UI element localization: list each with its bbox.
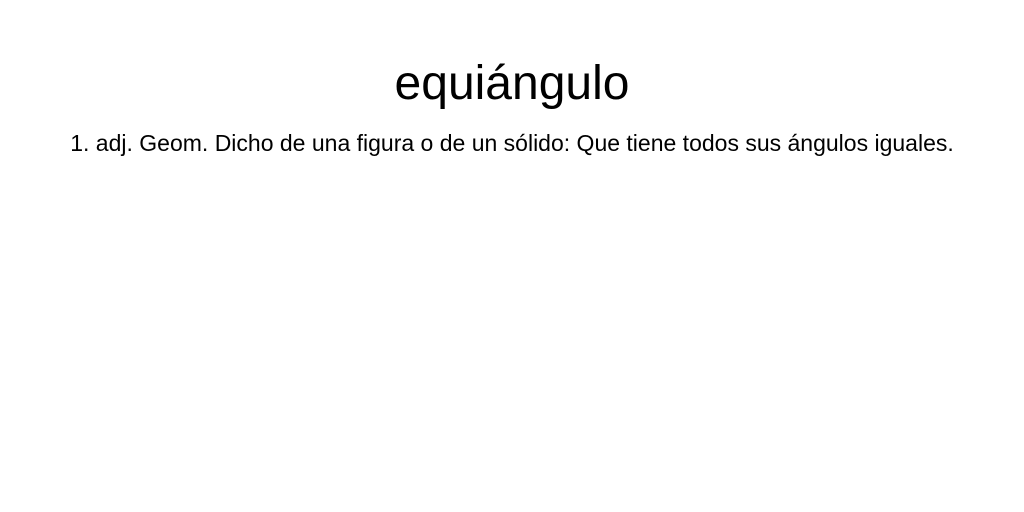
headword: equiángulo	[394, 57, 630, 110]
definition-1: 1. adj. Geom. Dicho de una figura o de un sólido: Que tiene todos sus ángulos iguales.	[70, 130, 954, 156]
